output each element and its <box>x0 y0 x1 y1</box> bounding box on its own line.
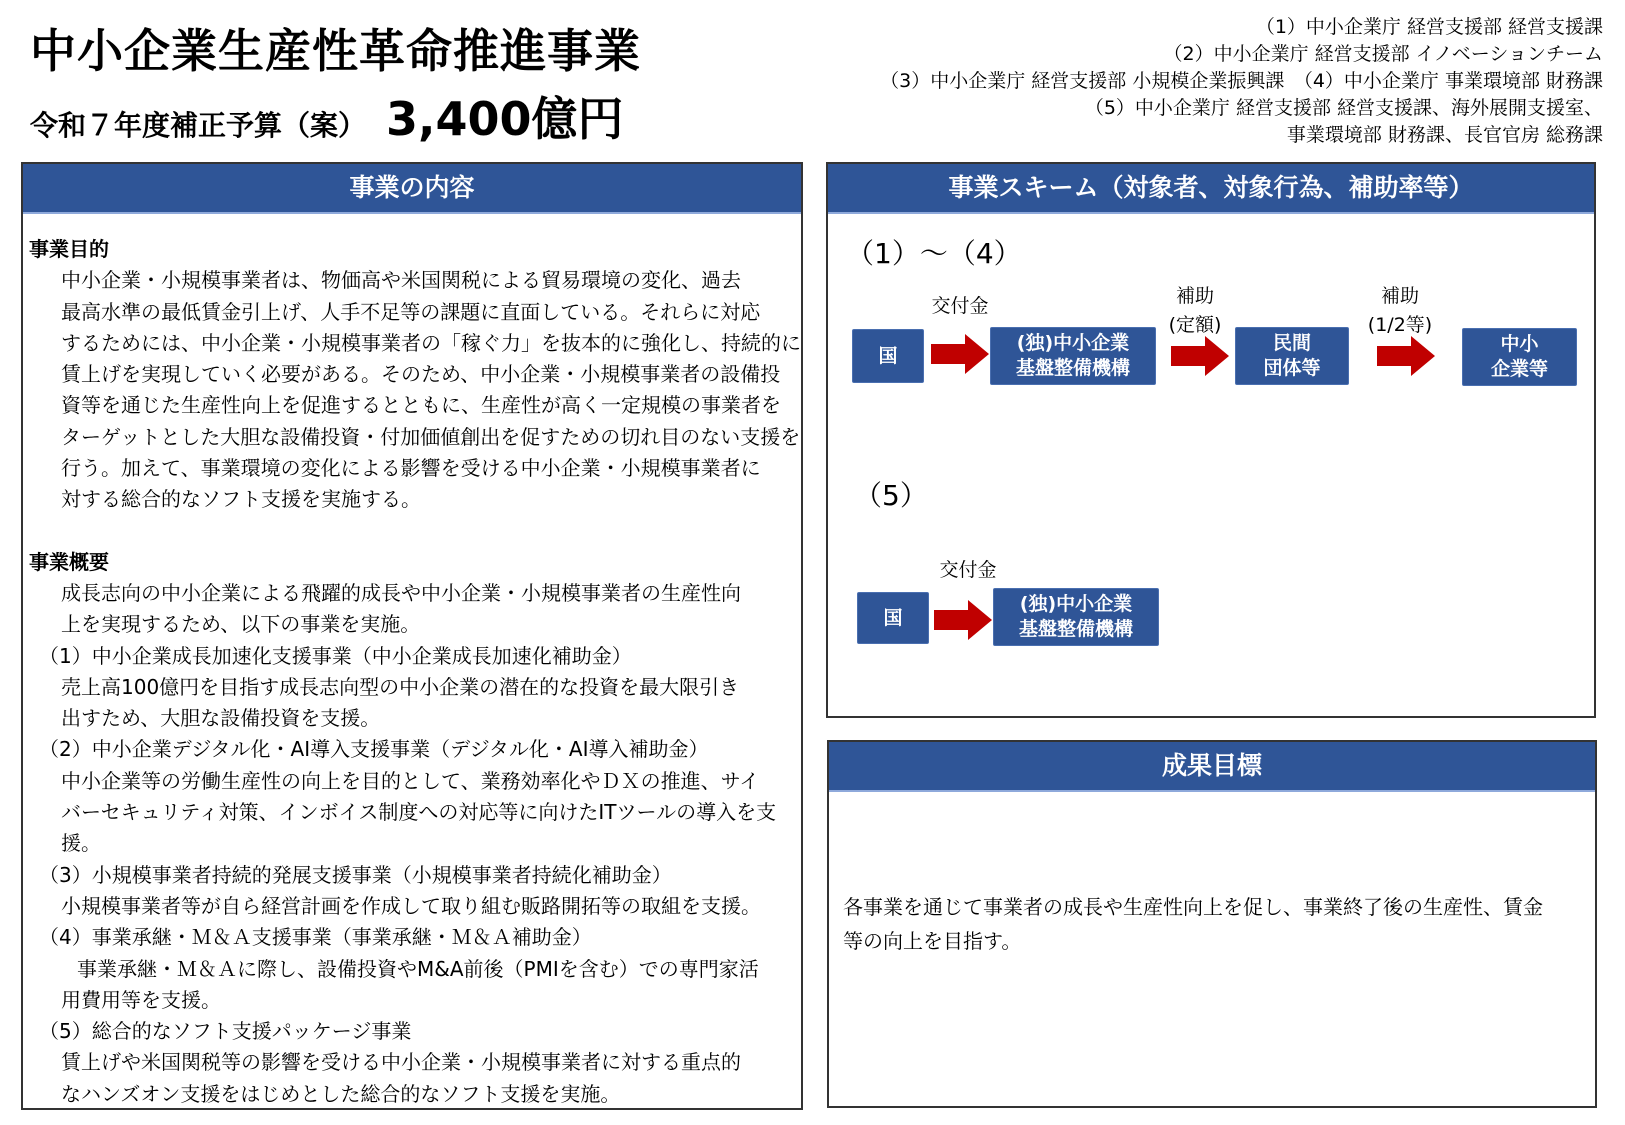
item-heading: （5）総合的なソフト支援パッケージ事業 <box>39 1019 412 1044</box>
text-line: 賃上げや米国関税等の影響を受ける中小企業・小規模事業者に対する重点的 <box>61 1050 741 1075</box>
flow-box-private-org <box>1235 327 1349 385</box>
box-label-line: 基盤整備機構 <box>1015 357 1130 379</box>
text-line: 最高水準の最低賃金引上げ、人手不足等の課題に直面している。それらに対応 <box>61 299 761 324</box>
text-line: 各事業を通じて事業者の成長や生産性向上を促し、事業終了後の生産性、賃金 <box>843 895 1543 919</box>
budget-label: 令和７年度補正予算（案） <box>30 109 367 142</box>
content-panel-header: 事業の内容 <box>23 164 801 214</box>
box-label-line: 企業等 <box>1490 358 1548 380</box>
overview-item-1 <box>29 641 801 735</box>
item-heading: （4）事業承継・Ｍ＆Ａ支援事業（事業承継・Ｍ＆Ａ補助金） <box>39 925 592 950</box>
text-line: 資等を通じた生産性向上を促進するとともに、生産性が高く一定規模の事業者を <box>61 393 781 418</box>
arrow-label-grant: 交付金 <box>939 559 997 581</box>
text-line: 上を実現するため、以下の事業を実施。 <box>61 612 421 637</box>
flow-box-smrj <box>990 327 1156 385</box>
arrow-right-icon <box>934 600 992 640</box>
overview-item-4 <box>29 922 801 1016</box>
content-panel <box>21 162 803 1110</box>
text-line: 賃上げを実現していく必要がある。そのため、中小企業・小規模事業者の設備投 <box>61 362 781 387</box>
text-line: 行う。加えて、事業環境の変化による影響を受ける中小企業・小規模事業者に <box>61 456 761 481</box>
item-heading: （2）中小企業デジタル化・AI導入支援事業（デジタル化・AI導入補助金） <box>39 737 709 762</box>
text-line: 用費用等を支援。 <box>61 987 221 1012</box>
box-label: 国 <box>878 344 898 367</box>
label-line: (定額) <box>1168 314 1222 336</box>
box-label: 国 <box>883 606 903 629</box>
arrow-right-icon <box>1171 336 1229 376</box>
item-heading: （1）中小企業成長加速化支援事業（中小企業成長加速化補助金） <box>39 643 632 668</box>
overview-intro <box>29 578 801 641</box>
text-line: 事業承継・Ｍ＆Ａに際し、設備投資やM&A前後（PMIを含む）での専門家活 <box>77 956 759 981</box>
flow-box-smrj <box>993 588 1159 646</box>
scheme-panel-header: 事業スキーム（対象者、対象行為、補助率等） <box>828 164 1594 214</box>
department-line: （3）中小企業庁 経営支援部 小規模企業振興課 （4）中小企業庁 事業環境部 財務課 <box>880 70 1603 92</box>
arrow-label-subsidy-fixed <box>1160 282 1230 340</box>
spacer <box>29 516 801 547</box>
text-line: ターゲットとした大胆な設備投資・付加価値創出を促すための切れ目のない支援を <box>61 424 801 449</box>
goal-panel-header: 成果目標 <box>829 742 1595 792</box>
text-line: バーセキュリティ対策、インボイス制度への対応等に向けたITツールの導入を支援。 <box>61 800 777 856</box>
text-line: 中小企業・小規模事業者は、物価高や米国関税による貿易環境の変化、過去 <box>61 268 741 293</box>
box-label-line: 民間 <box>1272 332 1311 354</box>
page-title: 中小企業生産性革命推進事業 <box>30 24 641 78</box>
text-line: 中小企業等の労働生産性の向上を目的として、業務効率化やＤＸの推進、サイ <box>61 768 760 793</box>
purpose-title: 事業目的 <box>29 237 109 261</box>
purpose-text <box>29 265 801 515</box>
scheme-panel <box>826 162 1596 718</box>
box-label-line: (独)中小企業 <box>1016 332 1130 354</box>
text-line: するためには、中小企業・小規模事業者の「稼ぐ力」を抜本的に強化し、持続的に <box>61 330 801 355</box>
box-label <box>1491 332 1548 382</box>
box-label <box>1016 331 1130 381</box>
text-line: 小規模事業者等が自ら経営計画を作成して取り組む販路開拓等の取組を支援。 <box>61 893 761 918</box>
text-line: なハンズオン支援をはじめとした総合的なソフト支援を実施。 <box>61 1081 621 1106</box>
flow-box-country <box>852 329 924 383</box>
box-label <box>1019 592 1133 642</box>
label-line: (1/2等) <box>1367 314 1433 336</box>
overview-item-2 <box>29 734 801 859</box>
arrow-label-grant: 交付金 <box>931 295 989 317</box>
label-line: 補助 <box>1380 285 1419 307</box>
department-list <box>880 14 1603 149</box>
goal-text <box>843 890 1585 958</box>
text-line: 対する総合的なソフト支援を実施する。 <box>61 487 421 512</box>
goal-panel <box>827 740 1597 1108</box>
text-line: 成長志向の中小企業による飛躍的成長や中小企業・小規模事業者の生産性向 <box>61 580 741 605</box>
text-line: 出すため、大胆な設備投資を支援。 <box>61 706 381 731</box>
budget-amount: 3,400億円 <box>386 92 624 146</box>
overview-title: 事業概要 <box>29 549 109 574</box>
box-label <box>1263 331 1320 381</box>
overview-item-5 <box>29 1016 801 1110</box>
flow-a-label: （1）～（4） <box>846 237 1022 270</box>
text-line: 等の向上を目指す。 <box>843 929 1022 953</box>
department-line: （2）中小企業庁 経営支援部 イノベーションチーム <box>1163 43 1603 65</box>
box-label-line: 中小 <box>1500 333 1539 355</box>
label-line: 補助 <box>1175 285 1214 307</box>
text-line: 売上高100億円を目指す成長志向型の中小企業の潜在的な投資を最大限引き <box>61 674 740 699</box>
flow-box-sme <box>1462 328 1577 386</box>
budget-line <box>30 92 624 146</box>
content-panel-body <box>23 234 801 1110</box>
box-label-line: 基盤整備機構 <box>1018 618 1133 640</box>
department-line: （1）中小企業庁 経営支援部 経営支援課 <box>1255 16 1603 38</box>
arrow-label-subsidy-half <box>1355 282 1445 340</box>
department-line: 事業環境部 財務課、長官官房 総務課 <box>1286 124 1603 146</box>
flow-box-country <box>857 592 929 644</box>
arrow-right-icon <box>931 334 989 374</box>
flow-b-label: （5） <box>854 479 928 512</box>
overview-item-3 <box>29 860 801 923</box>
box-label-line: 団体等 <box>1263 357 1321 379</box>
arrow-right-icon <box>1377 336 1435 376</box>
box-label-line: (独)中小企業 <box>1019 593 1133 615</box>
item-heading: （3）小規模事業者持続的発展支援事業（小規模事業者持続化補助金） <box>39 862 672 887</box>
department-line: （5）中小企業庁 経営支援部 経営支援課、海外展開支援室、 <box>1084 97 1603 119</box>
